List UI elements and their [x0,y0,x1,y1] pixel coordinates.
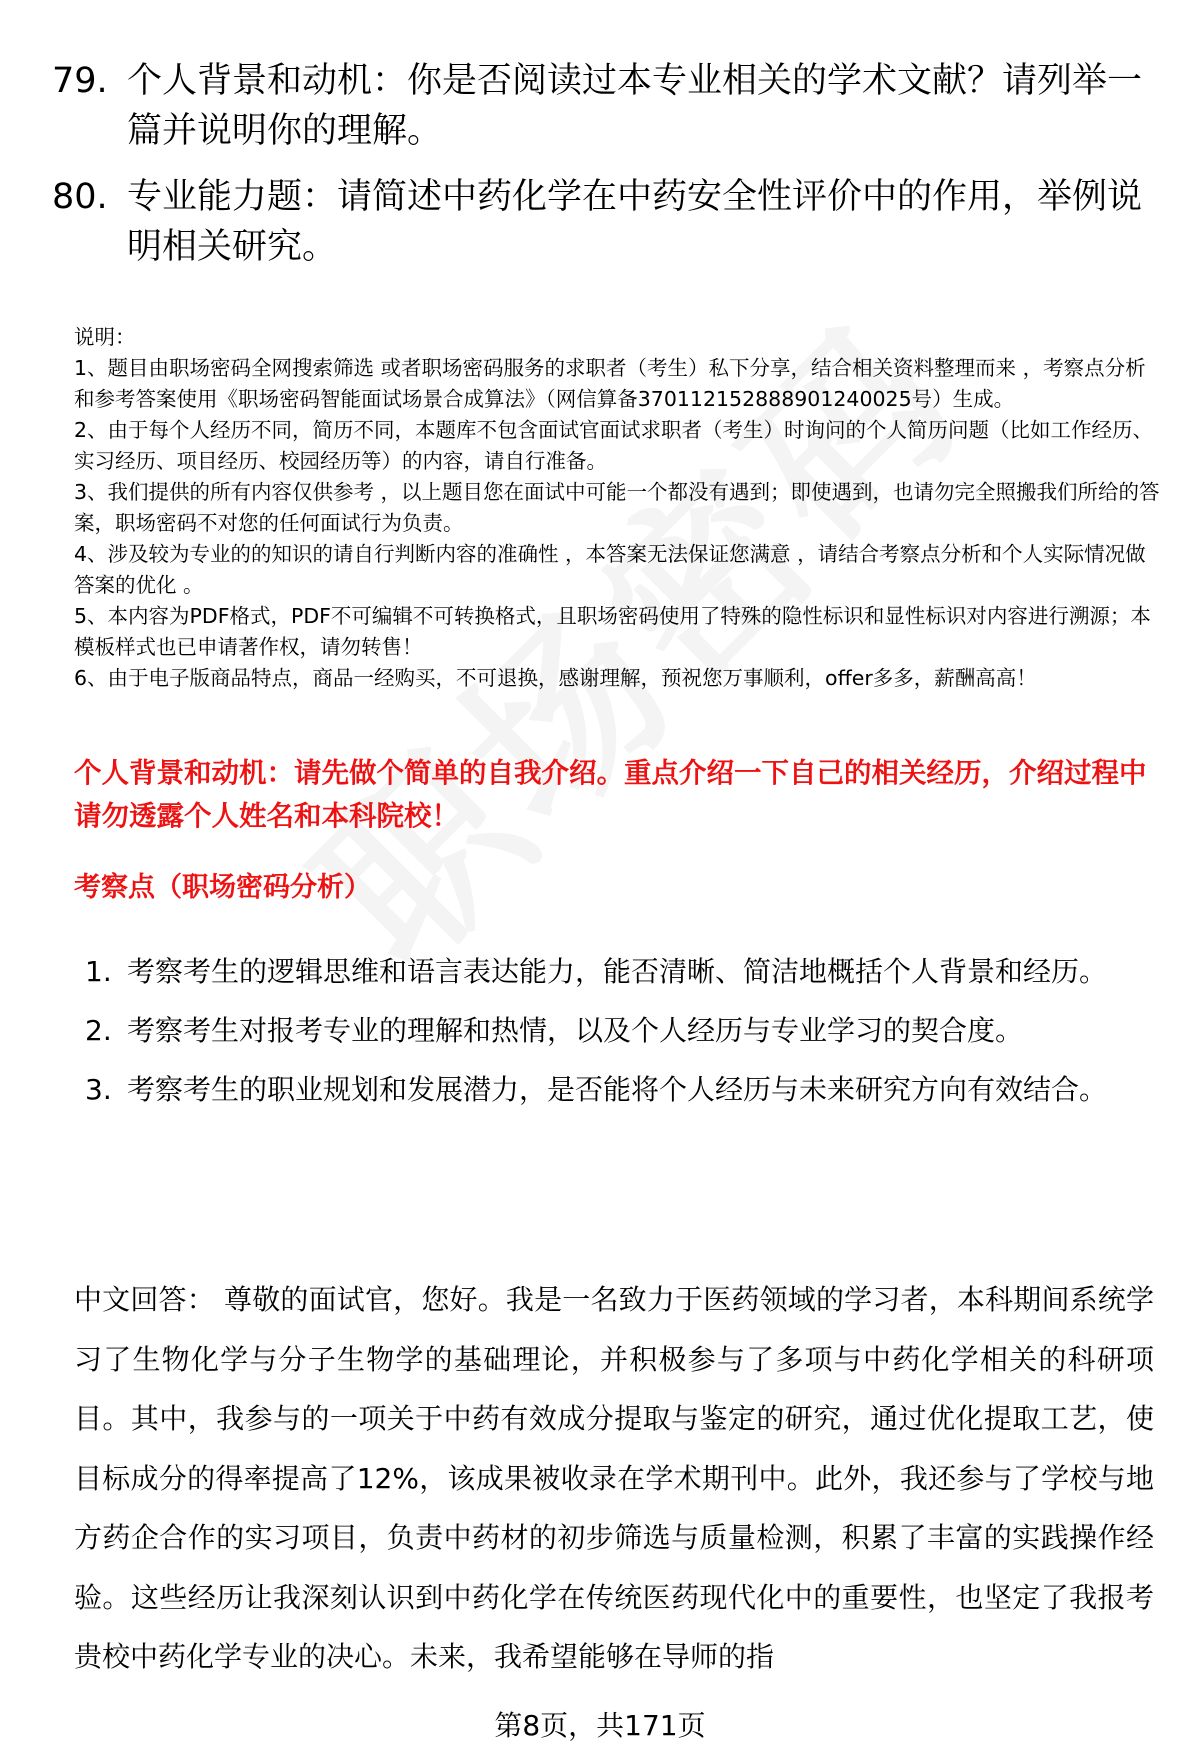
note-item: 3、我们提供的所有内容仅供参考 ，以上题目您在面试中可能一个都没有遇到；即使遇到，也请勿完全照搬我们所给的答案，职场密码不对您的任何面试行为负责。 [74,480,1160,535]
question-text: 个人背景和动机：你是否阅读过本专业相关的学术文献？请列举一篇并说明你的理解。 [127,61,1143,151]
list-item [85,1001,1145,1060]
question-number: 80. [52,177,108,217]
list-text: 考察考生对报考专业的理解和热情，以及个人经历与专业学习的契合度。 [127,1014,1024,1047]
note-item: 6、由于电子版商品特点，商品一经购买，不可退换，感谢理解，预祝您万事顺利，offer多多，薪酬高高！ [74,666,1037,690]
analysis-points [85,942,1145,1119]
question-80 [52,172,1162,272]
question-text: 专业能力题：请简述中药化学在中药安全性评价中的作用，举例说明相关研究。 [127,177,1143,267]
note-item: 5、本内容为PDF格式，PDF不可编辑不可转换格式，且职场密码使用了特殊的隐性标识和显性标识对内容进行溯源；本模板样式也已申请著作权，请勿转售！ [74,604,1151,659]
question-number: 79. [52,61,108,101]
note-item: 1、题目由职场密码全网搜索筛选 或者职场密码服务的求职者（考生）私下分享，结合相关资料整理而来 ，考察点分析和参考答案使用《职场密码智能面试场景合成算法》（网信算备370112152888901240025号）生成。 [74,356,1146,411]
analysis-heading: 考察点（职场密码分析） [74,872,371,903]
answer-paragraph: 中文回答： 尊敬的面试官，您好。我是一名致力于医药领域的学习者，本科期间系统学习了生物化学与分子生物学的基础理论，并积极参与了多项与中药化学相关的科研项目。其中，我参与的一项关于中药有效成分提取与鉴定的研究，通过优化提取工艺，使目标成分的得率提高了12%，该成果被收录在学术期刊中。此外，我还参与了学校与地方药企合作的实习项目，负责中药材的初步筛选与质量检测，积累了丰富的实践操作经验。这些经历让我深刻认识到中药化学在传统医药现代化中的重要性，也坚定了我报考贵校中药化学专业的决心。未来，我希望能够在导师的指 [74,1283,1154,1673]
notes-title: 说明： [74,325,136,349]
note-item: 2、由于每个人经历不同，简历不同，本题库不包含面试官面试求职者（考生）时询问的个人简历问题（比如工作经历、实习经历、项目经历、校园经历等）的内容，请自行准备。 [74,418,1154,473]
note-item: 4、涉及较为专业的的知识的请自行判断内容的准确性 ，本答案无法保证您满意 ，请结合考察点分析和个人实际情况做答案的优化 。 [74,542,1146,597]
question-79 [52,56,1162,156]
list-text: 考察考生的逻辑思维和语言表达能力，能否清晰、简洁地概括个人背景和经历。 [127,955,1108,988]
list-number: 1. [85,955,112,988]
list-number: 3. [85,1073,112,1106]
notes-section [74,322,1164,694]
question-heading: 个人背景和动机：请先做个简单的自我介绍。重点介绍一下自己的相关经历，介绍过程中请勿透露个人姓名和本科院校！ [74,757,1147,832]
list-item [85,1060,1145,1119]
list-text: 考察考生的职业规划和发展潜力，是否能将个人经历与未来研究方向有效结合。 [127,1073,1108,1106]
list-number: 2. [85,1014,112,1047]
list-item [85,942,1145,1001]
page-footer: 第8页，共171页 [494,1709,706,1742]
